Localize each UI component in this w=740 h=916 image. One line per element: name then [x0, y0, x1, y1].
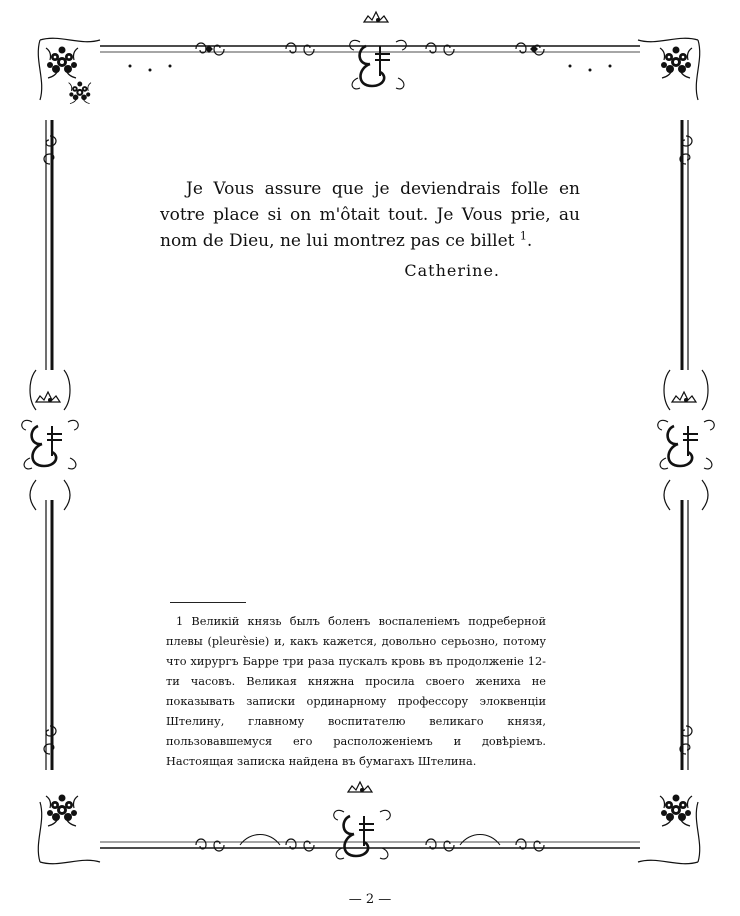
- corner-flower-top-left: [38, 38, 100, 103]
- corner-flower-top-right: [638, 38, 700, 100]
- right-border: [664, 120, 708, 770]
- letter-body: Je Vous assure que je deviendrais folle en votre place si on m'ôtait tout. Je Vous prie, au nom de Dieu, ne lui montrez pas ce billet $^1$.: [160, 179, 580, 251]
- top-border: [100, 43, 640, 72]
- corner-flower-bottom-left: [38, 795, 100, 864]
- footnote-text: Великій князь былъ боленъ воспаленіемъ подреберной плевы (pleurèsie) и, какъ кажется, довольно серьозно, потому что хирургъ Барре три раза пускалъ кровь въ продолженіе 12-ти часовъ. Великая княжна просила своего жениха не показывать записки ординарному профессору элоквенціи Штелину, главному воспитателю великаго князя, пользовавшемуся его расположеніемъ и довѣріемъ. Настоящая записка найдена въ бумагахъ Штелина.: [166, 615, 547, 768]
- signature: Catherine.: [404, 261, 500, 280]
- footnote: [166, 612, 546, 772]
- footnote-marker: 1: [176, 615, 184, 628]
- bottom-border: [100, 835, 640, 852]
- monogram-left: [22, 392, 79, 469]
- letter-text: Je Vous assure que je deviendrais folle en votre place si on m'ôtait tout. Je Vous prie, au nom de Dieu, ne lui montrez pas ce billet: [160, 179, 580, 251]
- footnote-rule: [170, 602, 246, 603]
- monogram-top: [350, 12, 407, 89]
- corner-flower-bottom-right: [638, 795, 700, 864]
- footnote-ref: 1: [519, 229, 527, 243]
- left-border: [30, 120, 70, 770]
- page-number: — 2 —: [348, 892, 392, 907]
